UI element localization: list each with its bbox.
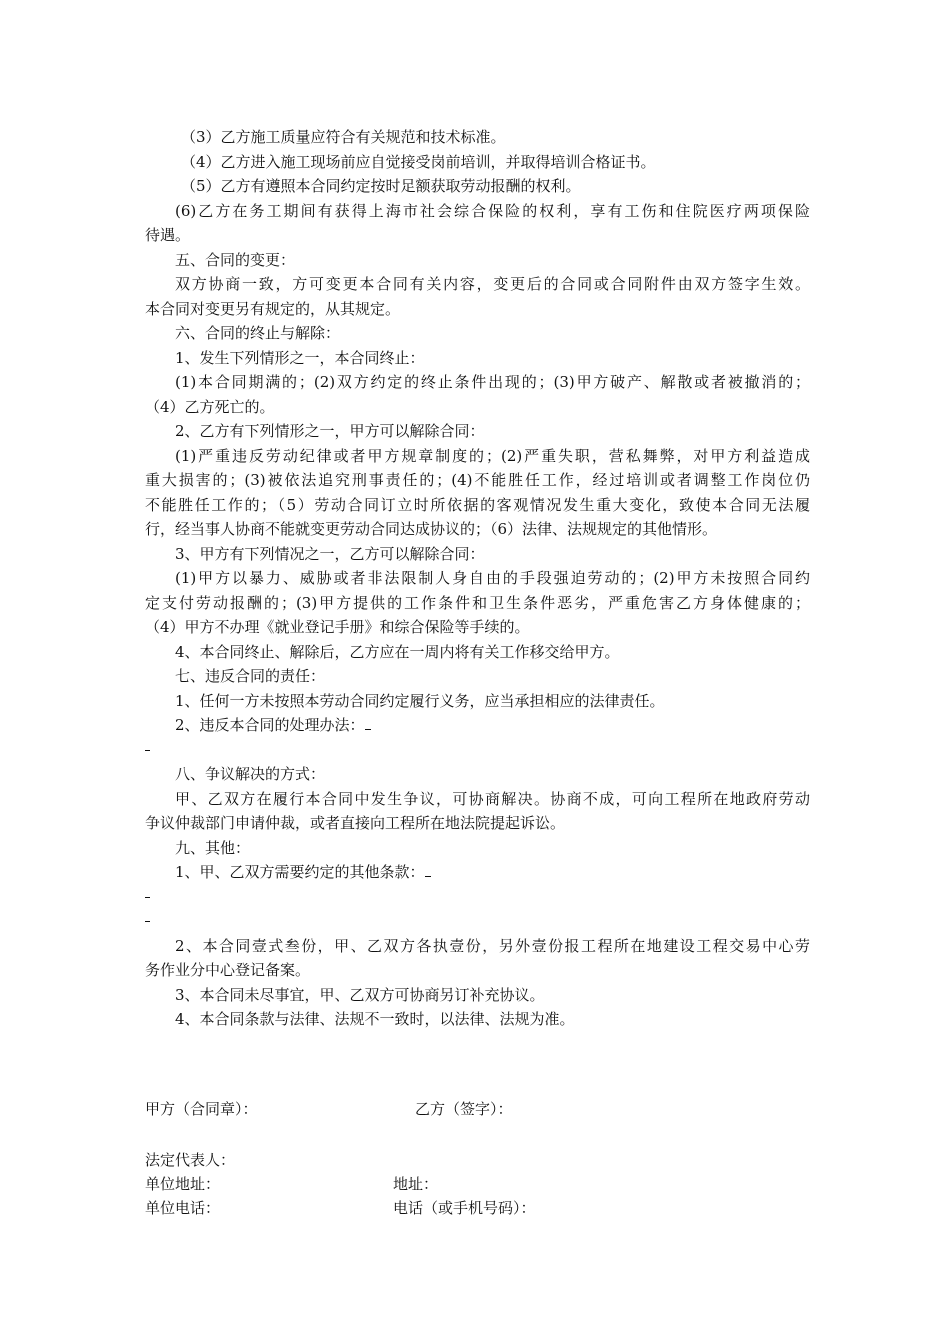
clause-line: 甲、乙双方在履行本合同中发生争议，可协商解决。协商不成，可向工程所在地政府劳动 (175, 789, 810, 808)
fill-blank[interactable] (425, 864, 431, 877)
blank-mark (145, 738, 150, 751)
clause-line: 4、本合同终止、解除后，乙方应在一周内将有关工作移交给甲方。 (175, 642, 620, 661)
legal-rep-label: 法定代表人： (145, 1151, 236, 1169)
clause-line: 3、甲方有下列情况之一，乙方可以解除合同： (175, 544, 485, 563)
section-heading: 五、合同的变更： (175, 250, 296, 269)
clause-line: 务作业分中心登记备案。 (145, 961, 311, 979)
clause-line: 1、发生下列情形之一，本合同终止： (175, 348, 425, 367)
clause-line: 4、本合同条款与法律、法规不一致时，以法律、法规为准。 (175, 1010, 575, 1028)
blank-mark (145, 909, 150, 922)
fill-blank-line[interactable] (145, 909, 810, 934)
clause-line: (6)乙方在务工期间有获得上海市社会综合保险的权利，享有工伤和住院医疗两项保险 (175, 201, 810, 220)
section-heading: 八、争议解决的方式： (175, 765, 326, 783)
clause-line: （5）乙方有遵照本合同约定按时足额获取劳动报酬的权利。 (181, 177, 581, 195)
clause-line: 争议仲裁部门申请仲裁，或者直接向工程所在地法院提起诉讼。 (145, 814, 566, 832)
unit-phone-label: 单位电话： (145, 1199, 221, 1217)
contract-body (145, 125, 810, 1032)
phone-label: 电话（或手机号码）： (393, 1199, 536, 1217)
clause-text: 1、甲、乙双方需要约定的其他条款： (175, 863, 425, 881)
unit-address-label: 单位地址： (145, 1175, 221, 1193)
party-a-label: 甲方（合同章）： (145, 1100, 258, 1118)
clause-line: 2、乙方有下列情形之一，甲方可以解除合同： (175, 422, 485, 440)
clause-line: 定支付劳动报酬的；(3)甲方提供的工作条件和卫生条件恶劣，严重危害乙方身体健康的； (145, 593, 810, 612)
clause-line: 重大损害的；(3)被依法追究刑事责任的；(4)不能胜任工作，经过培训或者调整工作岗位仍 (145, 471, 810, 489)
clause-line: 双方协商一致，方可变更本合同有关内容，变更后的合同或合同附件由双方签字生效。 (175, 275, 810, 293)
clause-line: (1)甲方以暴力、威胁或者非法限制人身自由的手段强迫劳动的；(2)甲方未按照合同约 (175, 569, 810, 587)
party-b-label: 乙方（签字）： (415, 1100, 513, 1118)
clause-line: （4）乙方进入施工现场前应自觉接受岗前培训，并取得培训合格证书。 (181, 152, 656, 171)
clause-line: （4）甲方不办理《就业登记手册》和综合保险等手续的。 (145, 618, 530, 636)
clause-line: 待遇。 (145, 226, 191, 244)
clause-line (145, 860, 810, 885)
clause-line: 2、本合同壹式叁份，甲、乙双方各执壹份，另外壹份报工程所在地建设工程交易中心劳 (175, 936, 810, 955)
clause-line: (1)本合同期满的；(2)双方约定的终止条件出现的；(3)甲方破产、解散或者被撤消的； (175, 373, 810, 391)
fill-blank-line[interactable] (145, 738, 810, 763)
clause-line: 本合同对变更另有规定的，从其规定。 (145, 299, 401, 318)
clause-line: (1)严重违反劳动纪律或者甲方规章制度的；(2)严重失职，营私舞弊，对甲方利益造成 (175, 446, 810, 465)
section-heading: 六、合同的终止与解除： (175, 324, 341, 342)
clause-line: （3）乙方施工质量应符合有关规范和技术标准。 (181, 128, 506, 146)
fill-blank[interactable] (365, 717, 371, 730)
section-heading: 七、违反合同的责任： (175, 667, 326, 685)
clause-line: 3、本合同未尽事宜，甲、乙双方可协商另订补充协议。 (175, 985, 545, 1004)
section-heading: 九、其他： (175, 838, 251, 857)
address-label: 地址： (393, 1175, 439, 1193)
clause-line: 不能胜任工作的；（5）劳动合同订立时所依据的客观情况发生重大变化，致使本合同无法履 (145, 495, 810, 514)
clause-line: （4）乙方死亡的。 (145, 397, 275, 416)
clause-line: 行，经当事人协商不能就变更劳动合同达成协议的；（6）法律、法规规定的其他情形。 (145, 520, 718, 538)
clause-line (145, 713, 810, 738)
blank-mark (145, 885, 150, 898)
clause-line: 1、任何一方未按照本劳动合同约定履行义务，应当承担相应的法律责任。 (175, 691, 665, 710)
fill-blank-line[interactable] (145, 885, 810, 910)
clause-text: 2、违反本合同的处理办法： (175, 716, 365, 734)
